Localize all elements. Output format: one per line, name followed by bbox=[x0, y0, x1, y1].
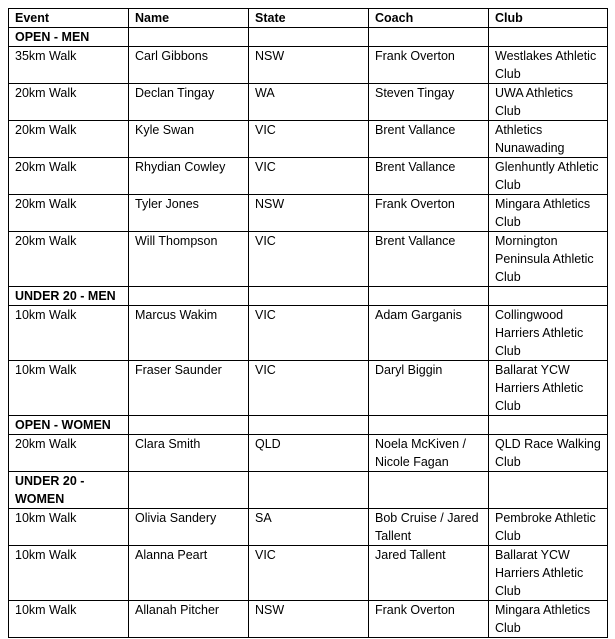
table-row bbox=[9, 121, 608, 158]
table-row bbox=[9, 601, 608, 638]
cell-club: UWA Athletics Club bbox=[489, 84, 608, 121]
cell-club: Pembroke Athletic Club bbox=[489, 509, 608, 546]
section-title: OPEN - WOMEN bbox=[9, 416, 129, 435]
cell-state: VIC bbox=[249, 121, 369, 158]
empty-cell bbox=[489, 472, 608, 509]
empty-cell bbox=[489, 287, 608, 306]
empty-cell bbox=[489, 416, 608, 435]
cell-name: Declan Tingay bbox=[129, 84, 249, 121]
cell-event: 20km Walk bbox=[9, 84, 129, 121]
header-event: Event bbox=[9, 9, 129, 28]
cell-event: 20km Walk bbox=[9, 232, 129, 287]
empty-cell bbox=[129, 472, 249, 509]
cell-name: Clara Smith bbox=[129, 435, 249, 472]
empty-cell bbox=[129, 416, 249, 435]
cell-state: QLD bbox=[249, 435, 369, 472]
cell-name: Will Thompson bbox=[129, 232, 249, 287]
empty-cell bbox=[369, 472, 489, 509]
cell-state: NSW bbox=[249, 601, 369, 638]
cell-event: 20km Walk bbox=[9, 158, 129, 195]
table-row bbox=[9, 232, 608, 287]
table-row bbox=[9, 361, 608, 416]
empty-cell bbox=[129, 287, 249, 306]
cell-coach: Jared Tallent bbox=[369, 546, 489, 601]
section-row bbox=[9, 28, 608, 47]
cell-event: 20km Walk bbox=[9, 435, 129, 472]
cell-club: Collingwood Harriers Athletic Club bbox=[489, 306, 608, 361]
cell-name: Tyler Jones bbox=[129, 195, 249, 232]
cell-club: QLD Race Walking Club bbox=[489, 435, 608, 472]
cell-name: Marcus Wakim bbox=[129, 306, 249, 361]
cell-coach: Frank Overton bbox=[369, 47, 489, 84]
table-row bbox=[9, 158, 608, 195]
header-state: State bbox=[249, 9, 369, 28]
empty-cell bbox=[129, 28, 249, 47]
section-row bbox=[9, 416, 608, 435]
cell-state: VIC bbox=[249, 158, 369, 195]
cell-club: Athletics Nunawading bbox=[489, 121, 608, 158]
cell-coach: Brent Vallance bbox=[369, 232, 489, 287]
table-row bbox=[9, 306, 608, 361]
section-row bbox=[9, 472, 608, 509]
cell-coach: Bob Cruise / Jared Tallent bbox=[369, 509, 489, 546]
cell-coach: Frank Overton bbox=[369, 601, 489, 638]
cell-coach: Adam Garganis bbox=[369, 306, 489, 361]
cell-state: NSW bbox=[249, 47, 369, 84]
cell-coach: Steven Tingay bbox=[369, 84, 489, 121]
cell-name: Carl Gibbons bbox=[129, 47, 249, 84]
cell-state: VIC bbox=[249, 361, 369, 416]
cell-coach: Brent Vallance bbox=[369, 158, 489, 195]
cell-event: 10km Walk bbox=[9, 361, 129, 416]
empty-cell bbox=[369, 287, 489, 306]
cell-name: Rhydian Cowley bbox=[129, 158, 249, 195]
cell-event: 10km Walk bbox=[9, 509, 129, 546]
table-row bbox=[9, 435, 608, 472]
cell-club: Mingara Athletics Club bbox=[489, 601, 608, 638]
cell-state: SA bbox=[249, 509, 369, 546]
section-row bbox=[9, 287, 608, 306]
table-row bbox=[9, 47, 608, 84]
cell-event: 10km Walk bbox=[9, 601, 129, 638]
cell-club: Ballarat YCW Harriers Athletic Club bbox=[489, 361, 608, 416]
header-club: Club bbox=[489, 9, 608, 28]
empty-cell bbox=[369, 28, 489, 47]
cell-club: Mingara Athletics Club bbox=[489, 195, 608, 232]
empty-cell bbox=[249, 472, 369, 509]
section-title: UNDER 20 - MEN bbox=[9, 287, 129, 306]
cell-event: 20km Walk bbox=[9, 195, 129, 232]
cell-club: Westlakes Athletic Club bbox=[489, 47, 608, 84]
cell-name: Fraser Saunder bbox=[129, 361, 249, 416]
cell-name: Olivia Sandery bbox=[129, 509, 249, 546]
cell-state: VIC bbox=[249, 306, 369, 361]
header-coach: Coach bbox=[369, 9, 489, 28]
section-title: OPEN - MEN bbox=[9, 28, 129, 47]
cell-event: 10km Walk bbox=[9, 546, 129, 601]
cell-event: 10km Walk bbox=[9, 306, 129, 361]
cell-event: 20km Walk bbox=[9, 121, 129, 158]
cell-club: Glenhuntly Athletic Club bbox=[489, 158, 608, 195]
cell-coach: Brent Vallance bbox=[369, 121, 489, 158]
cell-state: VIC bbox=[249, 232, 369, 287]
cell-name: Allanah Pitcher bbox=[129, 601, 249, 638]
cell-state: VIC bbox=[249, 546, 369, 601]
header-row bbox=[9, 9, 608, 28]
table-body bbox=[9, 28, 608, 638]
table-row bbox=[9, 195, 608, 232]
cell-club: Mornington Peninsula Athletic Club bbox=[489, 232, 608, 287]
cell-coach: Daryl Biggin bbox=[369, 361, 489, 416]
empty-cell bbox=[489, 28, 608, 47]
cell-club: Ballarat YCW Harriers Athletic Club bbox=[489, 546, 608, 601]
cell-event: 35km Walk bbox=[9, 47, 129, 84]
empty-cell bbox=[249, 416, 369, 435]
empty-cell bbox=[249, 28, 369, 47]
table-row bbox=[9, 509, 608, 546]
cell-name: Alanna Peart bbox=[129, 546, 249, 601]
team-table bbox=[8, 8, 608, 638]
table-row bbox=[9, 546, 608, 601]
table-row bbox=[9, 84, 608, 121]
section-title: UNDER 20 - WOMEN bbox=[9, 472, 129, 509]
header-name: Name bbox=[129, 9, 249, 28]
empty-cell bbox=[249, 287, 369, 306]
cell-coach: Noela McKiven / Nicole Fagan bbox=[369, 435, 489, 472]
empty-cell bbox=[369, 416, 489, 435]
cell-coach: Frank Overton bbox=[369, 195, 489, 232]
cell-name: Kyle Swan bbox=[129, 121, 249, 158]
cell-state: NSW bbox=[249, 195, 369, 232]
cell-state: WA bbox=[249, 84, 369, 121]
